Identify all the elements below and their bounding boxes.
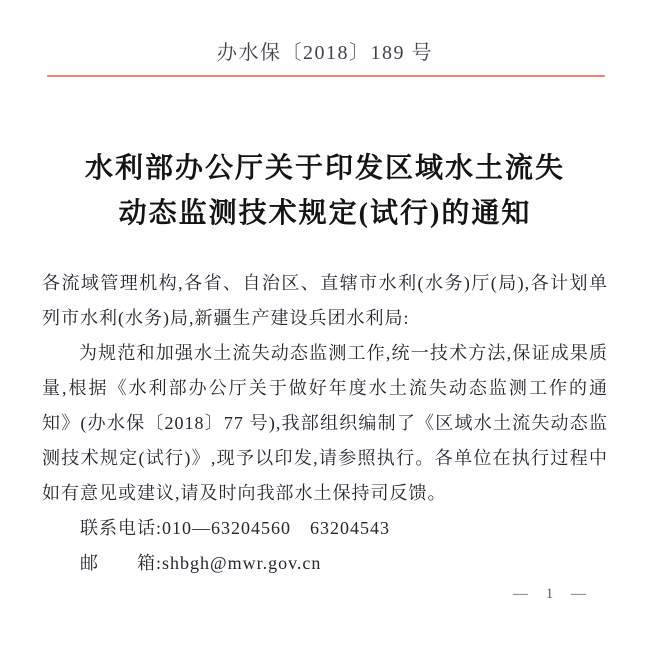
doc-number: 办水保〔2018〕189 号 <box>217 42 433 64</box>
body-text <box>42 266 608 581</box>
title-line-2: 动态监测技术规定(试行)的通知 <box>118 198 532 229</box>
contact-email-line: 邮 箱:shbgh@mwr.gov.cn <box>80 553 322 573</box>
title-line-1: 水利部办公厅关于印发区域水土流失 <box>84 153 565 184</box>
contact-phone-line: 联系电话:010—63204560 63204543 <box>80 518 391 538</box>
page-number: — 1 — <box>513 586 588 602</box>
document-title <box>0 146 650 236</box>
main-paragraph: 为规范和加强水土流失动态监测工作,统一技术方法,保证成果质量,根据《水利部办公厅关于做好年度水土流失动态监测工作的通知》(办水保〔2018〕77 号),我部组织编制了《区域水土流失动态监测技术规定(试行)》,现予以印发,请参照执行。各单位在执行过程中如有意见或建议,请及时向我部水土保持司反馈。 <box>42 343 608 503</box>
salutation-paragraph: 各流域管理机构,各省、自治区、直辖市水利(水务)厅(局),各计划单列市水利(水务)局,新疆生产建设兵团水利局: <box>42 273 608 328</box>
red-separator-line <box>47 75 605 77</box>
